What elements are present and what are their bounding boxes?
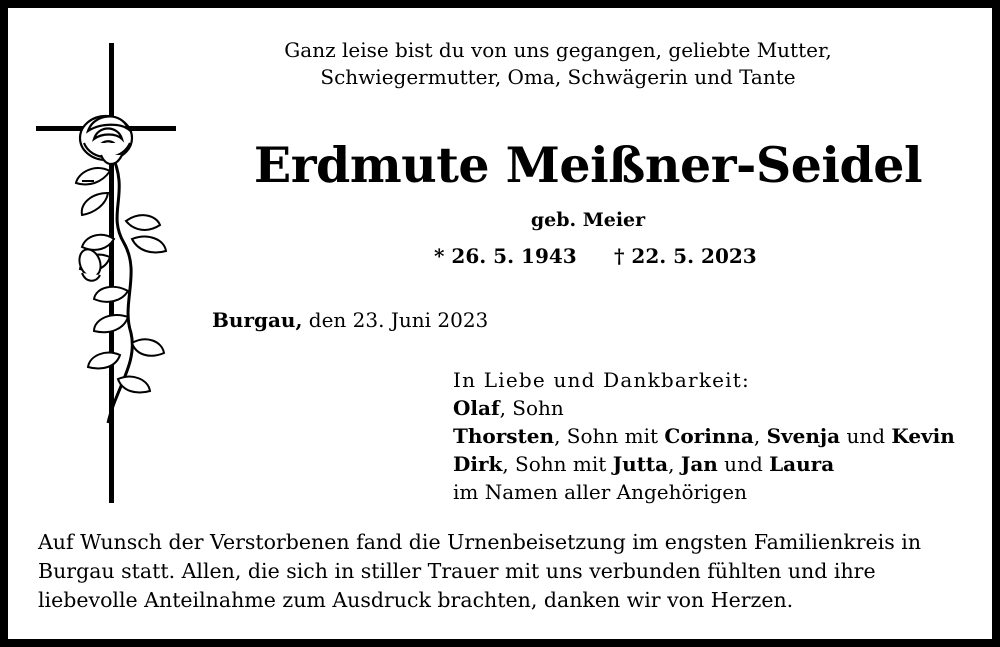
mourner-name: Corinna xyxy=(664,424,754,448)
place-and-date xyxy=(212,308,488,332)
mourner-row xyxy=(453,450,955,478)
closing-line-2: Burgau statt. Allen, die sich in stiller Trauer mit uns verbunden fühlten und ihre xyxy=(38,559,876,583)
mourner-name: Jan xyxy=(680,452,718,476)
quote-line-2: Schwiegermutter, Oma, Schwägerin und Tante xyxy=(320,65,796,89)
quote-line-1: Ganz leise bist du von uns gegangen, geliebte Mutter, xyxy=(284,38,832,62)
mourner-name: Svenja xyxy=(766,424,841,448)
mourner-row xyxy=(453,394,955,422)
mourners-closing-line: im Namen aller Angehörigen xyxy=(453,480,748,504)
mourners-intro: In Liebe und Dankbarkeit: xyxy=(453,368,750,392)
mourners-list xyxy=(453,366,955,506)
mourner-name: Thorsten xyxy=(453,424,555,448)
mourner-name: Olaf xyxy=(453,396,500,420)
mourner-name: Jutta xyxy=(612,452,669,476)
mourner-relation: , xyxy=(753,424,767,448)
mourner-relation: , Sohn mit xyxy=(502,452,613,476)
memorial-quote xyxy=(248,37,868,91)
mourner-rows xyxy=(453,394,955,478)
place: Burgau, xyxy=(212,308,303,332)
mourner-row xyxy=(453,422,955,450)
birth-date: * 26. 5. 1943 xyxy=(434,244,577,268)
mourner-relation: und xyxy=(840,424,892,448)
date: den 23. Juni 2023 xyxy=(302,308,489,332)
birth-name: geb. Meier xyxy=(530,209,646,231)
death-date: † 22. 5. 2023 xyxy=(614,244,757,268)
closing-line-1: Auf Wunsch der Verstorbenen fand die Urnenbeisetzung im engsten Familienkreis in xyxy=(38,530,922,554)
mourner-name: Dirk xyxy=(453,452,503,476)
mourner-relation: und xyxy=(717,452,770,476)
closing-line-3: liebevolle Anteilnahme zum Ausdruck brachten, danken wir von Herzen. xyxy=(38,588,794,612)
mourner-relation: , Sohn mit xyxy=(554,424,665,448)
mourner-name: Kevin xyxy=(891,424,955,448)
mourner-name: Laura xyxy=(769,452,835,476)
mourner-relation: , xyxy=(668,452,681,476)
mourner-relation: , Sohn xyxy=(499,396,564,420)
deceased-name: Erdmute Meißner-Seidel xyxy=(253,136,923,194)
closing-text xyxy=(38,528,968,615)
cross-with-rose-icon xyxy=(36,43,176,503)
